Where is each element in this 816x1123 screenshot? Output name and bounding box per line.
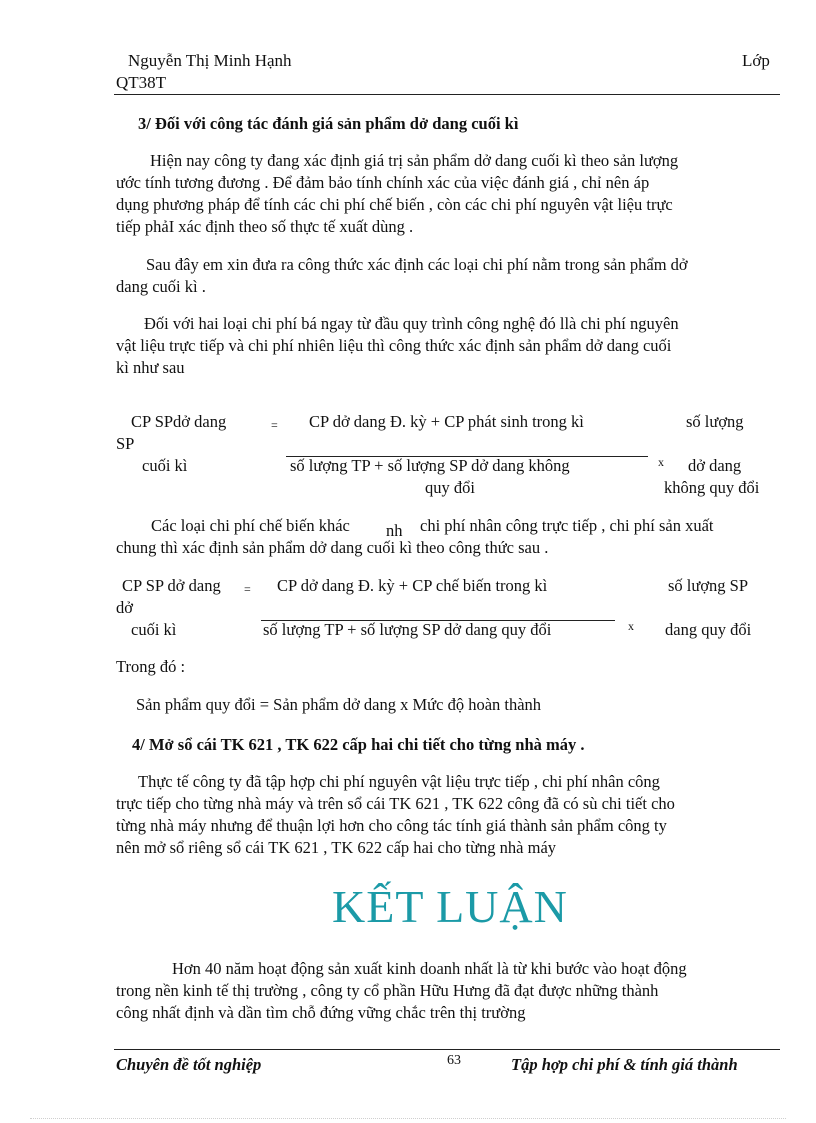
header-rule xyxy=(114,94,780,95)
class-label: Lớp xyxy=(742,51,770,70)
formula-1-rhs-line-2: dở dang xyxy=(688,456,742,475)
line: ước tính tương đương . Để đảm bảo tính chính xác của việc đánh giá , chỉ nên áp xyxy=(116,173,650,192)
footer-left: Chuyên đề tốt nghiệp xyxy=(116,1055,262,1074)
formula-1-lhs-line-2: SP xyxy=(116,434,135,453)
line: Thực tế công ty đã tập hợp chi phí nguyên vật liệu trực tiếp , chi phí nhân công xyxy=(138,772,660,791)
formula-1-numerator: CP dở dang Đ. kỳ + CP phát sinh trong kì xyxy=(309,412,584,431)
formula-1-denominator-line-2: quy đổi xyxy=(425,478,475,497)
paragraph-processing-costs-nh: nh xyxy=(386,521,403,540)
line: từng nhà máy nhưng để thuận lợi hơn cho công tác tính giá thành sản phẩm công ty xyxy=(116,816,667,835)
formula-2-rhs-line-2: dang quy đổi xyxy=(665,620,752,639)
formula-1-times: x xyxy=(658,455,664,469)
paragraph-conclusion xyxy=(116,958,786,1024)
formula-1-lhs-line-1: CP SPdở dang xyxy=(131,412,227,431)
line: Sau đây em xin đưa ra công thức xác định các loại chi phí nằm trong sản phẩm dở xyxy=(146,255,688,274)
line: Hơn 40 năm hoạt động sản xuất kinh doanh nhất là từ khi bước vào hoạt động xyxy=(172,959,687,978)
line: dang cuối kì . xyxy=(116,277,206,296)
paragraph-ledger xyxy=(116,771,786,859)
formula-2-equals: = xyxy=(244,582,251,596)
line: nên mở sổ riêng sổ cái TK 621 , TK 622 cấp hai cho từng nhà máy xyxy=(116,838,557,857)
formula-2-lhs-line-3: cuối kì xyxy=(131,620,177,639)
footer-right: Tập hợp chi phí & tính giá thành xyxy=(511,1055,738,1074)
formula-1-denominator-line-1: số lượng TP + số lượng SP dở dang không xyxy=(290,456,570,475)
footer-rule xyxy=(114,1049,780,1050)
formula-1-rhs-line-3: không quy đổi xyxy=(664,478,760,497)
conclusion-title: KẾT LUẬN xyxy=(332,881,568,932)
section-3-heading: 3/ Đối với công tác đánh giá sản phẩm dở dang cuối kì xyxy=(138,114,519,133)
class-code: QT38T xyxy=(116,73,167,92)
formula-1-lhs-line-3: cuối kì xyxy=(142,456,188,475)
line: trong nền kinh tế thị trường , công ty cổ phần Hữu Hưng đã đạt được những thành xyxy=(116,981,659,1000)
page-number: 63 xyxy=(447,1053,461,1068)
line: vật liệu trực tiếp và chi phí nhiên liệu thì công thức xác định sản phẩm dở dang cuối xyxy=(116,336,672,355)
where-formula: Sản phẩm quy đổi = Sản phẩm dở dang x Mức độ hoàn thành xyxy=(136,695,542,714)
author-name: Nguyễn Thị Minh Hạnh xyxy=(128,51,292,70)
line: kì như sau xyxy=(116,358,185,377)
line: Hiện nay công ty đang xác định giá trị sản phẩm dở dang cuối kì theo sản lượng xyxy=(150,151,679,170)
paragraph-intro-formula xyxy=(116,254,786,298)
formula-2-lhs-line-1: CP SP dở dang xyxy=(122,576,221,595)
line: dụng phương pháp để tính các chi phí chế biến , còn các chi phí nguyên vật liệu trực xyxy=(116,195,673,214)
paragraph-processing-costs-line-2: chung thì xác định sản phẩm dở dang cuối kì theo công thức sau . xyxy=(116,538,549,557)
line: tiếp phảI xác định theo số thực tế xuất dùng . xyxy=(116,217,414,236)
formula-1-rhs-line-1: số lượng xyxy=(686,412,744,431)
formula-1-equals: = xyxy=(271,418,278,432)
where-label: Trong đó : xyxy=(116,657,186,676)
line: Đối với hai loại chi phí bá ngay từ đầu quy trình công nghệ đó llà chi phí nguyên xyxy=(144,314,679,333)
formula-2-lhs-line-2: dở xyxy=(116,598,133,617)
formula-2-rhs-line-1: số lượng SP xyxy=(668,576,749,595)
formula-2-times: x xyxy=(628,619,634,633)
formula-2-numerator: CP dở dang Đ. kỳ + CP chế biến trong kì xyxy=(277,576,548,595)
paragraph-material-costs xyxy=(116,313,786,379)
line: công nhất định và dần tìm chỗ đứng vững chắc trên thị trường xyxy=(116,1003,526,1022)
paragraph-processing-costs-line-1b: chi phí nhân công trực tiếp , chi phí sản xuất xyxy=(420,516,714,535)
section-4-heading: 4/ Mở sổ cái TK 621 , TK 622 cấp hai chi tiết cho từng nhà máy . xyxy=(132,735,585,754)
formula-2-denominator: số lượng TP + số lượng SP dở dang quy đổi xyxy=(263,620,552,639)
paragraph-valuation xyxy=(116,150,786,238)
line: trực tiếp cho từng nhà máy và trên sổ cái TK 621 , TK 622 công đã có sù chi tiết cho xyxy=(116,794,675,813)
paragraph-processing-costs-line-1a: Các loại chi phí chế biến khác xyxy=(151,516,350,535)
page-edge-divider xyxy=(30,1118,786,1119)
